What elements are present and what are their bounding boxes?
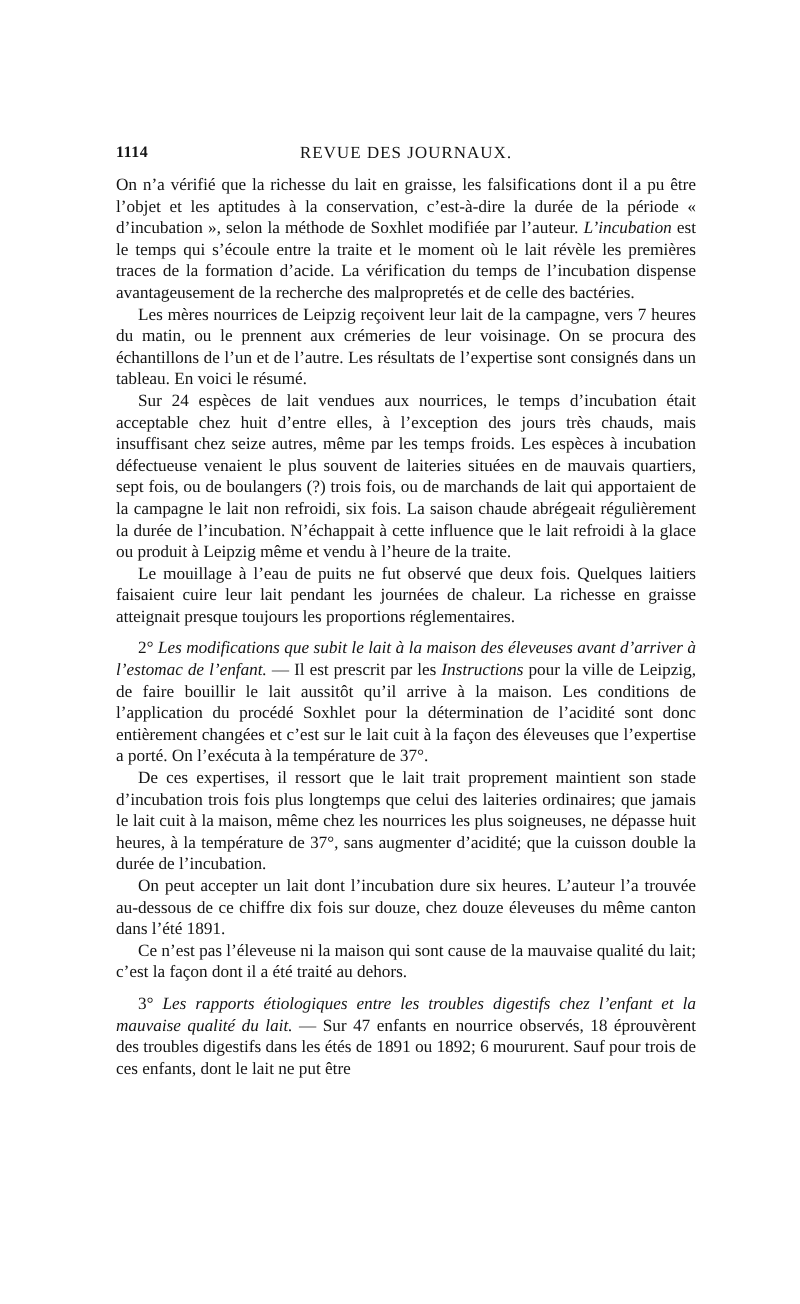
paragraph-accepter: On peut accepter un lait dont l’incubation dure six heures. L’auteur l’a trouvée au-dessous de ce chiffre dix fois sur douze, chez douze éleveuses du même canton dans l’été 1891. bbox=[116, 876, 696, 939]
section-heading: Les modifications que subit le lait à la maison des éleveuses avant d’arriver à l’estomac de l’enfant. bbox=[116, 638, 696, 680]
section-2 bbox=[116, 637, 696, 767]
paragraph-expertises: De ces expertises, il ressort que le lait trait proprement maintient son stade d’incubation trois fois plus longtemps que celui des laiteries ordinaires; que jamais le lait cuit à la maison, même chez les nourrices les plus soigneuses, ne dépasse huit heures, à la température de 37°, sans augmenter d’acidité; que la cuisson double la durée de l’incubation. bbox=[116, 768, 696, 874]
running-title: REVUE DES JOURNAUX. bbox=[299, 143, 513, 162]
paragraph-incubation bbox=[116, 174, 696, 304]
page-number: 1114 bbox=[116, 144, 149, 161]
section-number: 3° bbox=[138, 993, 154, 1013]
italic-term: Instructions bbox=[441, 660, 524, 680]
section-heading: Les rapports étiologiques entre les troubles digestifs chez l’enfant et la mauvaise qualité du lait. bbox=[116, 993, 696, 1035]
section-number: 2° bbox=[138, 638, 154, 658]
text: On n’a vérifié que la richesse du lait en graisse, les falsifications dont il a pu être l’objet et les aptitudes à la conservation, c’est-à-dire la durée de la période « d’incubation », selon la méthode de Soxhlet modifiée par l’auteur. bbox=[116, 175, 696, 238]
paragraph-nourrices: Les mères nourrices de Leipzig reçoivent leur lait de la campagne, vers 7 heures du matin, ou le prennent aux crémeries de leur voisinage. On se procura des échantillons de l’un et de l’autre. Les résultats de l’expertise sont consignés dans un tableau. En voici le résumé. bbox=[116, 304, 696, 389]
document-page bbox=[116, 140, 696, 1079]
text: est le temps qui s’écoule entre la traite et le moment où le lait révèle les premières traces de la formation d’acide. La vérification du temps de l’incubation dispense avantageusement de la recherche des malpropretés et de celle des bactéries. bbox=[116, 218, 696, 302]
paragraph-especes: Sur 24 espèces de lait vendues aux nourrices, le temps d’incubation était acceptable chez huit d’entre elles, à l’exception des jours très chauds, mais insuffisant chez seize autres, même par les temps froids. Les espèces à incubation défectueuse venaient le plus souvent de laiteries situées en de mauvais quartiers, sept fois, ou de boulangers (?) trois fois, ou de marchands de lait qui apportaient de la campagne le lait non refroidi, six fois. La saison chaude abrégeait régulièrement la durée de l’incubation. N’échappait à cette influence que le lait refroidi à la glace ou produit à Leipzig même et vendu à l’heure de la traite. bbox=[116, 390, 696, 562]
section-3 bbox=[116, 993, 696, 1079]
italic-term: L’incubation bbox=[583, 218, 672, 238]
text: pour la ville de Leipzig, de faire bouillir le lait aussitôt qu’il arrive à la maison. Les conditions de l’application du procédé Soxhlet pour la détermination de l’acidité sont donc entièrement changées et c’est sur le lait cuit à la façon des éleveuses que l’expertise a porté. On l’exécuta à la température de 37°. bbox=[116, 660, 696, 766]
text: — Il est prescrit par les bbox=[271, 660, 437, 680]
paragraph-eleveuse: Ce n’est pas l’éleveuse ni la maison qui sont cause de la mauvaise qualité du lait; c’est la façon dont il a été traité au dehors. bbox=[116, 940, 696, 982]
paragraph-mouillage: Le mouillage à l’eau de puits ne fut observé que deux fois. Quelques laitiers faisaient cuire leur lait pendant les journées de chaleur. La richesse en graisse atteignait presque toujours les proportions réglementaires. bbox=[116, 563, 696, 626]
page-header bbox=[116, 140, 696, 170]
text: — Sur 47 enfants en nourrice observés, 18 éprouvèrent des troubles digestifs dans les étés de 1891 ou 1892; 6 moururent. Sauf pour trois de ces enfants, dont le lait ne put être bbox=[116, 1015, 697, 1078]
